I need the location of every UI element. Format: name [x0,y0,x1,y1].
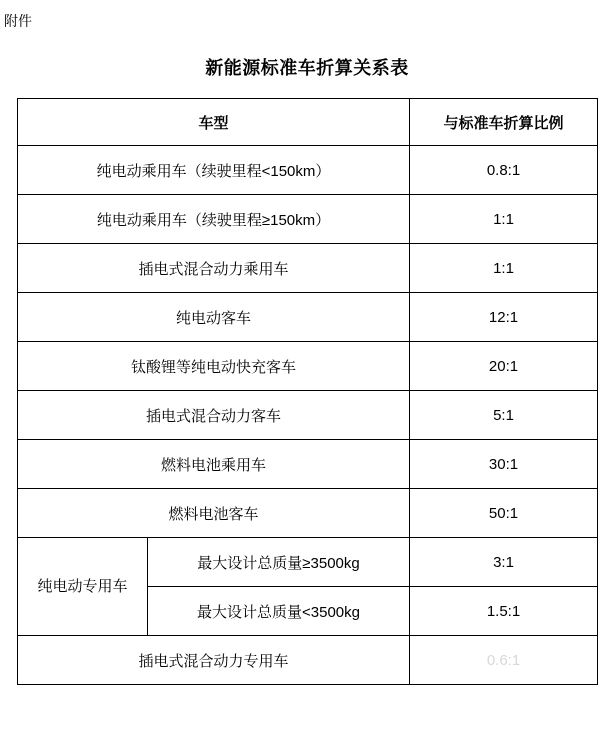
vehicle-label: 钛酸锂等纯电动快充客车 [18,342,410,391]
vehicle-label: 纯电动乘用车（续驶里程<150km） [18,146,410,195]
table-row [18,342,598,391]
vehicle-label: 燃料电池客车 [18,489,410,538]
vehicle-label: 纯电动乘用车（续驶里程≥150km） [18,195,410,244]
ratio-value: 0.8:1 [410,146,598,195]
ratio-value: 0.6:1 [410,636,598,685]
table-row [18,244,598,293]
ratio-value: 3:1 [410,538,598,587]
ratio-value: 30:1 [410,440,598,489]
table-row [18,636,598,685]
ratio-value: 1:1 [410,195,598,244]
table-header-vehicle: 车型 [18,99,410,146]
vehicle-label: 纯电动客车 [18,293,410,342]
ratio-value: 1.5:1 [410,587,598,636]
vehicle-sublabel: 最大设计总质量<3500kg [148,587,410,636]
table-row [18,195,598,244]
ratio-value: 50:1 [410,489,598,538]
vehicle-label: 插电式混合动力乘用车 [18,244,410,293]
table-row [18,146,598,195]
ratio-value: 12:1 [410,293,598,342]
group-label: 纯电动专用车 [18,538,148,636]
table-header-ratio: 与标准车折算比例 [410,99,598,146]
conversion-table [17,98,598,685]
vehicle-label: 插电式混合动力客车 [18,391,410,440]
vehicle-sublabel: 最大设计总质量≥3500kg [148,538,410,587]
table-row [18,489,598,538]
table-row [18,391,598,440]
vehicle-label: 插电式混合动力专用车 [18,636,410,685]
ratio-value: 5:1 [410,391,598,440]
table-row [18,440,598,489]
vehicle-label: 燃料电池乘用车 [18,440,410,489]
ratio-value: 20:1 [410,342,598,391]
page-title: 新能源标准车折算关系表 [205,58,409,78]
table-row-grouped [18,538,598,587]
attachment-label: 附件 [4,13,32,29]
ratio-value: 1:1 [410,244,598,293]
table-header-row [18,99,598,146]
table-row [18,293,598,342]
